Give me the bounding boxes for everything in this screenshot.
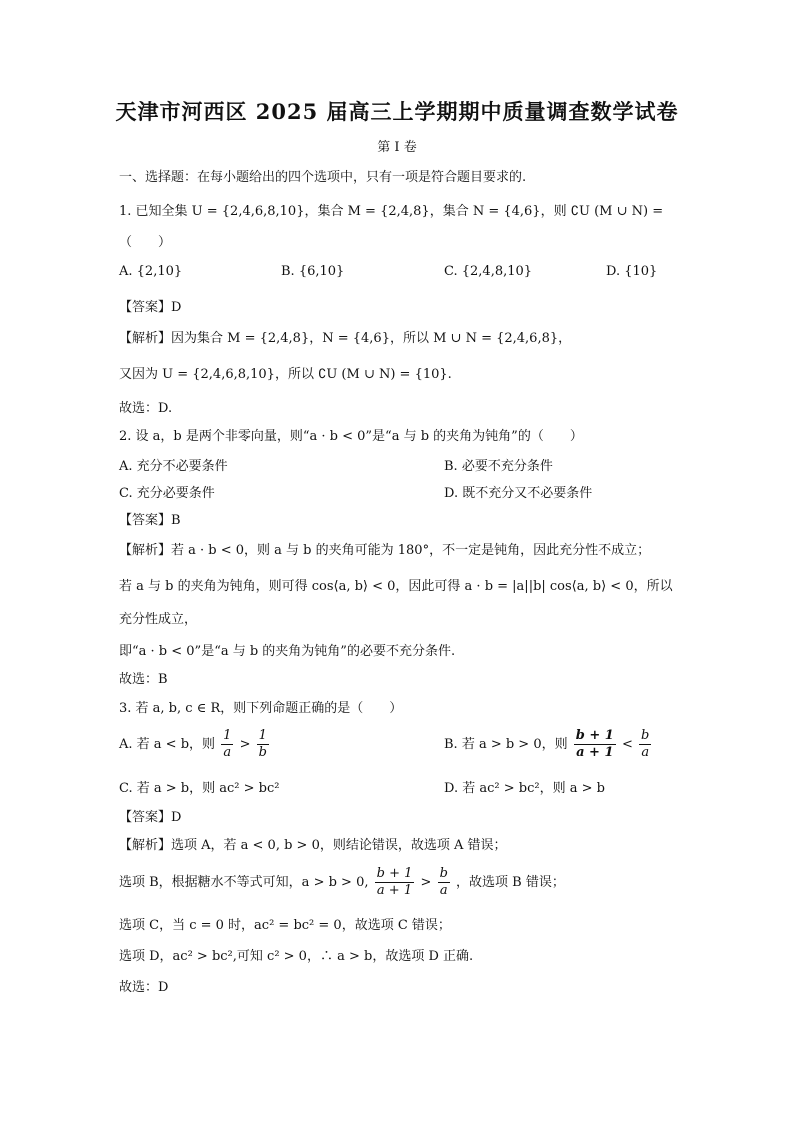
q3-option-b-text: B. 若 a > b > 0，则 [444, 737, 568, 752]
fraction-denominator: a [641, 745, 650, 760]
q2-analysis-2: 若 a 与 b 的夹角为钝角，则可得 cos⟨a, b⟩ < 0，因此可得 a · b = |a||b| cos⟨a, b⟩ < 0，所以 [119, 579, 673, 594]
fraction-numerator: b + 1 [376, 866, 413, 881]
q2-option-b: B. 必要不充分条件 [444, 459, 553, 474]
q3-analysis-3: 选项 C，当 c = 0 时，ac² = bc² = 0，故选项 C 错误； [119, 918, 451, 933]
page-title: 天津市河西区 2025 届高三上学期期中质量调查数学试卷 [115, 99, 679, 124]
fraction-numerator: 1 [223, 728, 232, 743]
q2-analysis-4: 即“a · b < 0”是“a 与 b 的夹角为钝角”的必要不充分条件. [119, 644, 456, 659]
fraction-numerator: 1 [258, 728, 267, 743]
fraction [221, 728, 233, 761]
q3-option-a [119, 728, 271, 761]
q3-option-b [444, 728, 653, 761]
fraction-denominator: b [258, 745, 267, 760]
q1-analysis-1: 【解析】因为集合 M = {2,4,8}，N = {4,6}，所以 M ∪ N = {2,4,6,8}， [119, 331, 572, 346]
q2-analysis-1: 【解析】若 a · b < 0，则 a 与 b 的夹角可能为 180°，不一定是钝角，因此充分性不成立； [119, 543, 651, 558]
q3-choose: 故选：D [119, 980, 169, 995]
q2-option-c: C. 充分必要条件 [119, 486, 215, 501]
q1-option-d: D. {10} [606, 264, 658, 279]
q3-analysis-4: 选项 D，ac² > bc²,可知 c² > 0，∴ a > b，故选项 D 正确. [119, 949, 474, 964]
q3-option-c: C. 若 a > b，则 ac² > bc² [119, 781, 280, 796]
fraction-numerator: b [439, 866, 448, 881]
volume-label: 第 I 卷 [377, 140, 417, 155]
fraction-numerator: b [641, 728, 650, 743]
fraction [375, 866, 415, 899]
q1-analysis-2: 又因为 U = {2,4,6,8,10}，所以 ∁U (M ∪ N) = {10}. [119, 367, 452, 382]
q2-analysis-3: 充分性成立， [119, 612, 198, 627]
q3-option-a-text: A. 若 a < b，则 [119, 737, 216, 752]
q1-option-c: C. {2,4,8,10} [444, 264, 533, 279]
q3-answer: 【答案】D [119, 810, 182, 825]
fraction-numerator: b + 1 [575, 728, 614, 743]
fraction-denominator: a + 1 [376, 883, 413, 898]
q1-choose: 故选：D. [119, 401, 173, 416]
q3-analysis-1: 【解析】选项 A，若 a < 0, b > 0，则结论错误，故选项 A 错误； [119, 838, 507, 853]
q3-analysis-2-text: 选项 B，根据糖水不等式可知，a > b > 0, [119, 875, 369, 890]
q1-stem: 1. 已知全集 U = {2,4,6,8,10}，集合 M = {2,4,8}，集合 N = {4,6}，则 ∁U (M ∪ N) = [119, 204, 664, 219]
q3-stem: 3. 若 a, b, c ∈ R，则下列命题正确的是（ ） [119, 701, 403, 716]
q2-stem: 2. 设 a，b 是两个非零向量，则“a · b < 0”是“a 与 b 的夹角为钝角”的（ ） [119, 429, 583, 444]
q3-option-d: D. 若 ac² > bc²，则 a > b [444, 781, 605, 796]
fraction [257, 728, 269, 761]
q3-analysis-2 [119, 866, 565, 899]
comparison-sign: > [239, 737, 251, 752]
q2-answer: 【答案】B [119, 513, 181, 528]
q3-analysis-2-tail: ，故选项 B 错误； [456, 875, 565, 890]
fraction-denominator: a [223, 745, 232, 760]
fraction-denominator: a [439, 883, 448, 898]
fraction [574, 728, 616, 761]
fraction-denominator: a + 1 [576, 745, 614, 760]
q1-option-a: A. {2,10} [119, 264, 183, 279]
comparison-sign: < [621, 737, 633, 752]
fraction [438, 866, 450, 899]
comparison-sign: > [420, 875, 432, 890]
q1-stem-paren: （ ） [119, 235, 172, 250]
q1-answer: 【答案】D [119, 300, 182, 315]
q1-option-b: B. {6,10} [281, 264, 345, 279]
q2-option-a: A. 充分不必要条件 [119, 459, 228, 474]
fraction [639, 728, 651, 761]
section-heading: 一、选择题：在每小题给出的四个选项中，只有一项是符合题目要求的. [119, 170, 527, 185]
q2-option-d: D. 既不充分又不必要条件 [444, 486, 593, 501]
q2-choose: 故选：B [119, 672, 168, 687]
